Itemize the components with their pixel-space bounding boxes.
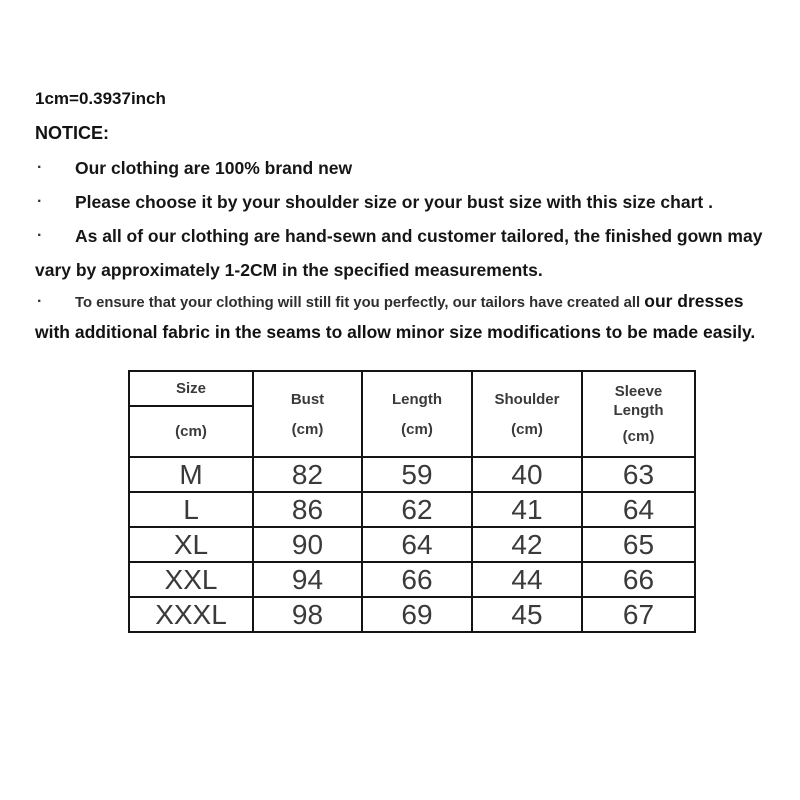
column-header-sleeve-length-label: Sleeve Length — [613, 383, 664, 419]
column-header-shoulder-label: Shoulder — [494, 390, 560, 408]
notice-item-seam-allowance — [35, 287, 766, 347]
column-header-length-unit: (cm) — [401, 420, 433, 438]
notice-item-text: Please choose it by your shoulder size or your bust size with this size chart . — [75, 192, 713, 212]
notice-item-text-small: To ensure that your clothing will still fit you perfectly, our tailors have created all — [75, 295, 645, 311]
notice-item-choose-size — [35, 185, 766, 219]
table-row-xxl — [129, 562, 695, 597]
table-row-l — [129, 492, 695, 527]
table-row-xl — [129, 527, 695, 562]
cell-shoulder: 41 — [472, 492, 582, 527]
cell-length: 59 — [362, 457, 472, 492]
column-header-sleeve-length-unit: (cm) — [622, 428, 655, 445]
conversion-note: 1cm=0.3937inch — [35, 89, 166, 108]
cell-bust: 98 — [253, 597, 362, 632]
column-header-size — [129, 371, 253, 457]
cell-size: M — [129, 457, 253, 492]
column-header-bust-label: Bust — [290, 390, 325, 408]
table-row-xxxl — [129, 597, 695, 632]
notice-item-brand-new — [35, 151, 766, 185]
cell-length: 66 — [362, 562, 472, 597]
cell-length: 69 — [362, 597, 472, 632]
column-header-shoulder-unit: (cm) — [511, 420, 543, 438]
cell-bust: 82 — [253, 457, 362, 492]
column-header-length — [362, 371, 472, 457]
bullet-dot: · — [37, 159, 43, 176]
cell-shoulder: 44 — [472, 562, 582, 597]
cell-shoulder: 40 — [472, 457, 582, 492]
cell-length: 64 — [362, 527, 472, 562]
cell-sleeve-length: 66 — [582, 562, 695, 597]
notice-item-text: As all of our clothing are hand-sewn and customer tailored, the finished gown may vary by approximately 1-2CM in the specified measurements. — [35, 226, 763, 280]
cell-sleeve-length: 64 — [582, 492, 695, 527]
bullet-dot: · — [37, 193, 43, 210]
cell-size: XXL — [129, 562, 253, 597]
cell-bust: 86 — [253, 492, 362, 527]
column-header-size-label: Size — [130, 372, 252, 407]
size-table — [128, 370, 696, 633]
cell-shoulder: 42 — [472, 527, 582, 562]
cell-size: XL — [129, 527, 253, 562]
notice-heading: NOTICE: — [35, 123, 109, 143]
cell-sleeve-length: 67 — [582, 597, 695, 632]
cell-sleeve-length: 63 — [582, 457, 695, 492]
cell-length: 62 — [362, 492, 472, 527]
bullet-dot: · — [37, 293, 43, 310]
size-table-header-row — [129, 371, 695, 457]
column-header-size-unit: (cm) — [175, 423, 207, 440]
cell-sleeve-length: 65 — [582, 527, 695, 562]
column-header-bust — [253, 371, 362, 457]
cell-shoulder: 45 — [472, 597, 582, 632]
cell-bust: 94 — [253, 562, 362, 597]
column-header-length-label: Length — [392, 390, 442, 408]
column-header-sleeve-length — [582, 371, 695, 457]
table-row-m — [129, 457, 695, 492]
notice-item-hand-sewn — [35, 219, 766, 287]
cell-size: L — [129, 492, 253, 527]
cell-bust: 90 — [253, 527, 362, 562]
bullet-dot: · — [37, 227, 43, 244]
cell-size: XXXL — [129, 597, 253, 632]
column-header-shoulder — [472, 371, 582, 457]
column-header-bust-unit: (cm) — [291, 420, 324, 438]
notice-item-text-normal: our dresses with additional fabric in the seams to allow minor size modifications to be made easily. — [35, 291, 756, 342]
notice-item-text: Our clothing are 100% brand new — [75, 158, 353, 178]
